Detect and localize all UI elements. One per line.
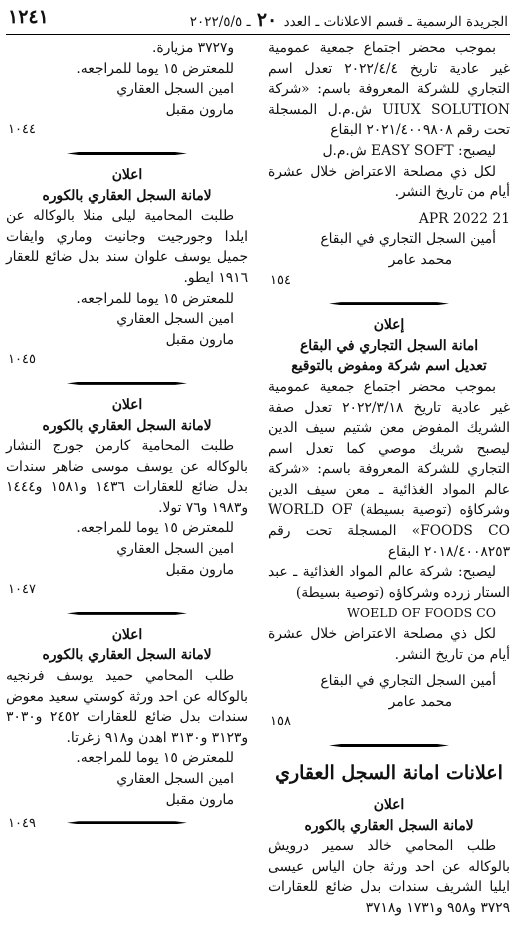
notice-objection: للمعترض ١٥ يوما للمراجعه. <box>76 750 234 767</box>
notice-koura-4 <box>6 625 248 835</box>
signature-title: امين السجل العقاري <box>116 311 234 328</box>
notice-number: ١٥٤ <box>270 272 291 288</box>
signature-name: مارون مقبل <box>165 561 234 578</box>
notice-objection: لكل ذي مصلحة الاعتراض خلال عشرة أيام من تاريخ النشر. <box>268 626 510 663</box>
notice-body: بموجب محضر اجتماع جمعية عمومية غير عادية تاريخ ٢٠٢٢/٤/٤ تعدل اسم التجاري للشركة المعروفة باسم: «شركة UIUX SOLUTION ش.م.ل المسجلة تحت رقم ٢٠٢١/٤٠٠٩٨٠٨ البقاع <box>268 40 511 139</box>
notice-body: طلب المحامي خالد سمير درويش بالوكاله عن احد ورثة جان الياس عيسى ايليا الشريف سندات بدل ضائع للعقارات ٣٧٢٩ و٩٥٨ و١٧٣١ و٣٧١٨ <box>268 838 510 916</box>
notice-date: 21 APR 2022 <box>418 210 510 227</box>
notice-becomes: ليصبح: شركة عالم المواد الغذائية ـ عبد الستار زرده وشركاؤه (توصية بسيطة) <box>268 564 510 601</box>
notice-latin-name: WOELD OF FOODS CO <box>347 605 496 621</box>
signature-title: أمين السجل التجاري في البقاع <box>320 673 496 690</box>
notice-world-of-foods <box>268 315 510 733</box>
signature-title: امين السجل العقاري <box>116 81 234 98</box>
notice-body: طلبت المحامية ليلى منلا بالوكاله عن ايلدا وجورجيت وجانيت وماري وايفات جميل يوسف علوان سند بدل ضائع للعقار ١٩١٦ ايطو. <box>6 208 248 286</box>
notice-easy-soft <box>268 38 510 291</box>
running-title-after: ـ ٢٠٢٢/٥/٥ <box>189 14 251 30</box>
notice-number: ١٠٤٥ <box>8 352 36 368</box>
signature-title: امين السجل العقاري <box>116 541 234 558</box>
separator-rule <box>6 605 248 621</box>
notice-number: ١٠٤٤ <box>8 122 36 138</box>
running-title-before: الجريدة الرسمية ـ قسم الاعلانات ـ العدد <box>283 14 508 30</box>
notice-number: ١٠٤٩ <box>8 816 36 832</box>
notice-number: ١٥٨ <box>270 714 291 730</box>
issue-number: ٢٠ <box>256 9 278 31</box>
notice-label: اعلان <box>373 797 405 813</box>
notice-title: لامانة السجل العقاري بالكوره <box>42 647 212 664</box>
notice-label: إعلان <box>373 317 405 334</box>
column-divider <box>259 38 260 858</box>
right-column <box>268 38 510 919</box>
separator-rule <box>268 737 510 753</box>
signature-name: محمد عامر <box>388 693 452 710</box>
notice-objection: للمعترض ١٥ يوما للمراجعه. <box>76 290 234 307</box>
running-title <box>190 9 508 31</box>
separator-rule <box>6 145 248 161</box>
notice-subtitle: تعديل اسم شركة ومفوض بالتوقيع <box>291 358 487 375</box>
separator-rule <box>6 375 248 391</box>
notice-body: بموجب محضر اجتماع جمعية عمومية غير عادية تاريخ ٢٠٢٢/٣/١٨ تعدل صفة الشريك المفوض معن شتيم سيف الدين ليصبح شريك موصي كما تعدل اسم التجاري للشركة المعروفة باسم: «شركة عالم المواد الغذائية ـ معن سيف الدين وشركاؤه (توصية بسيطة) WORLD OF FOODS CO» المسجلة تحت رقم ٢٠١٨/٤٠٠٨٢٥٣ البقاع <box>268 378 510 560</box>
notice-label: اعلان <box>111 166 143 183</box>
notice-body: طلب المحامي حميد يوسف فرنجيه بالوكاله عن احد ورثة كوستي سعيد معوض سندات بدل ضائع للعقارات ٢٤٥٢ و٣٠٣٠ و٣١٢٣ و٣١٣٠ اهدن و٩١٨ زغرتا. <box>6 668 248 746</box>
notice-becomes: ليصبح: EASY SOFT ش.م.ل <box>322 142 496 159</box>
signature-name: محمد عامر <box>388 251 452 268</box>
notice-koura-3 <box>6 395 248 601</box>
signature-name: مارون مقبل <box>165 331 234 348</box>
notice-continuation <box>6 38 248 141</box>
notice-label: اعلان <box>111 626 143 643</box>
notice-title: لامانة السجل العقاري بالكوره <box>42 187 212 204</box>
signature-title: امين السجل العقاري <box>116 771 234 787</box>
signature-name: مارون مقبل <box>165 101 234 118</box>
notice-title: لامانة السجل العقاري بالكوره <box>304 817 474 834</box>
separator-rule <box>6 814 248 830</box>
notice-number: ١٠٤٧ <box>8 582 36 598</box>
notice-koura-2 <box>6 165 248 371</box>
notice-body: طلبت المحامية كارمن جورج النشار بالوكاله عن يوسف موسى ضاهر سندات بدل ضائع للعقارات ١٤٣٦ و١٥٨١ و١٤٤٤ و١٩٨٣ و٧٦ تولا. <box>6 438 248 516</box>
notice-label: اعلان <box>111 396 143 413</box>
left-column <box>6 38 248 835</box>
notice-body: و٣٧٢٧ مزيارة. <box>151 40 234 56</box>
signature-title: أمين السجل التجاري في البقاع <box>320 231 496 248</box>
separator-rule <box>268 295 510 311</box>
section-title: اعلانات امانة السجل العقاري <box>275 762 503 784</box>
notice-koura-1 <box>268 795 510 919</box>
page-number: ١٢٤١ <box>8 6 49 28</box>
notice-objection: للمعترض ١٥ يوما للمراجعه. <box>76 60 234 77</box>
signature-name: مارون مقبل <box>165 791 234 808</box>
notice-objection: لكل ذي مصلحة الاعتراض خلال عشرة أيام من تاريخ النشر. <box>268 163 510 201</box>
notice-title: لامانة السجل العقاري بالكوره <box>42 417 212 434</box>
notice-objection: للمعترض ١٥ يوما للمراجعه. <box>76 520 234 537</box>
page-header <box>6 4 510 35</box>
notice-title: امانة السجل التجاري في البقاع <box>299 337 479 354</box>
